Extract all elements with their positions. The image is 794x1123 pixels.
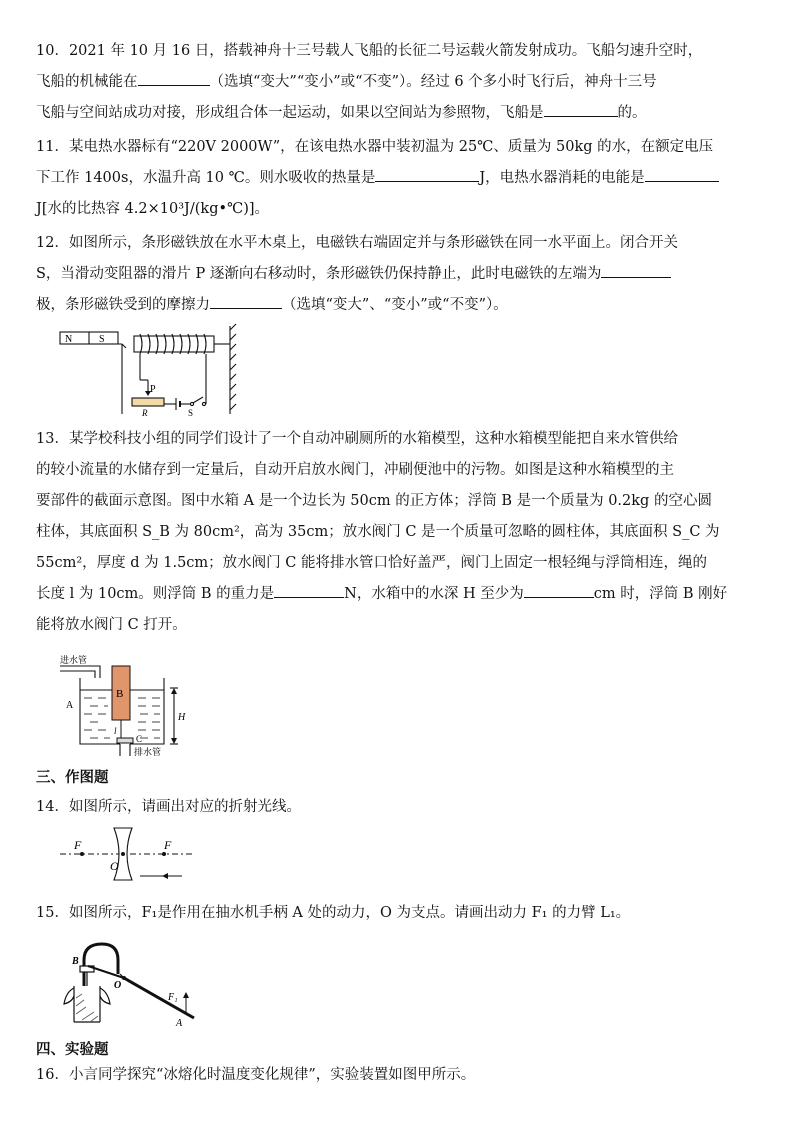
point-b-label: B <box>72 956 79 967</box>
answer-blank[interactable] <box>210 294 282 309</box>
rheostat-r-label: R <box>142 408 148 418</box>
q13-line-5: 55cm²，厚度 d 为 1.5cm；放水阀门 C 能将排水管口恰好盖严，阀门上固定一根轻绳与浮筒相连，绳的 <box>36 555 707 571</box>
q16-line-1: 16．小言同学探究“冰熔化时温度变化规律”，实验装置如图甲所示。 <box>36 1067 476 1083</box>
q10-line-2: 飞船的机械能在 （选填“变大”“变小”或“不变”）。经过 6 个多小时飞行后，神舟十三号 <box>36 67 758 98</box>
q13-line-3: 要部件的截面示意图。图中水箱 A 是一个边长为 50cm 的正方体；浮筒 B 是一个质量为 0.2kg 的空心圆 <box>36 493 712 509</box>
q12-line-3: 极，条形磁铁受到的摩擦力 （选填“变大”、“变小”或“不变”）。 <box>36 290 758 321</box>
q10-line-3: 飞船与空间站成功对接，形成组合体一起运动，如果以空间站为参照物，飞船是 的。 <box>36 98 758 129</box>
water-pump-figure <box>58 938 206 1028</box>
valve-c-label: C <box>136 734 143 744</box>
answer-blank[interactable] <box>375 167 479 182</box>
section-heading-3: 三、作图题 <box>36 770 109 786</box>
q12-line-1: 12．如图所示，条形磁铁放在水平木桌上，电磁铁右端固定并与条形磁铁在同一水平面上。闭合开关 <box>36 235 678 251</box>
pivot-o-label: O <box>114 980 122 991</box>
question-11 <box>36 132 758 225</box>
q11-line-2: 下工作 1400s，水温升高 10 ℃。则水吸收的热量是 J，电热水器消耗的电能是 <box>36 163 758 194</box>
electromagnet-figure <box>56 322 246 418</box>
magnet-n-label: N <box>65 334 73 345</box>
tank-a-label: A <box>66 700 74 711</box>
switch-s-label: S <box>188 408 194 418</box>
question-13 <box>36 424 758 641</box>
focus-right-label: F <box>164 838 172 852</box>
question-16 <box>36 1060 758 1091</box>
concave-lens-figure <box>58 824 198 882</box>
question-15 <box>36 898 758 929</box>
magnet-s-label: S <box>99 334 105 345</box>
answer-blank[interactable] <box>645 167 719 182</box>
q10-line-1: 10．2021 年 10 月 16 日，搭载神舟十三号载人飞船的长征二号运载火箭发射成功。飞船匀速升空时， <box>36 43 703 59</box>
water-tank-figure <box>54 652 190 758</box>
string-l-label: l <box>114 726 117 736</box>
focus-left-label: F <box>74 838 82 852</box>
answer-blank[interactable] <box>138 71 210 86</box>
question-14 <box>36 792 758 823</box>
slider-p-label: P <box>150 384 156 395</box>
q12-line-2: S，当滑动变阻器的滑片 P 逐渐向右移动时，条形磁铁仍保持静止，此时电磁铁的左端为 <box>36 259 758 290</box>
question-10 <box>36 36 758 129</box>
q11-line-3: J[水的比热容 4.2×10³J/(kg•℃)]。 <box>36 201 270 217</box>
answer-blank[interactable] <box>274 583 344 598</box>
q13-line-6: 长度 l 为 10cm。则浮筒 B 的重力是 N，水箱中的水深 H 至少为 cm 时，浮筒 B 刚好 <box>36 579 758 610</box>
q13-line-2: 的较小流量的水储存到一定量后，自动开启放水阀门，冲刷便池中的污物。如图是这种水箱模型的主 <box>36 462 674 478</box>
q13-line-4: 柱体，其底面积 S_B 为 80cm²，高为 35cm；放水阀门 C 是一个质量可忽略的圆柱体，其底面积 S_C 为 <box>36 524 720 540</box>
force-f1-label: F₁ <box>168 992 178 1003</box>
inlet-pipe-label: 进水管 <box>60 655 88 665</box>
q15-line-1: 15．如图所示，F₁是作用在抽水机手柄 A 处的动力，O 为支点。请画出动力 F₁ 的力臂 L₁。 <box>36 905 631 921</box>
q13-line-7: 能将放水阀门 C 打开。 <box>36 617 187 633</box>
question-12 <box>36 228 758 321</box>
depth-h-label: H <box>178 712 186 723</box>
float-b-label: B <box>116 688 124 700</box>
section-heading-4: 四、实验题 <box>36 1042 109 1058</box>
answer-blank[interactable] <box>601 263 671 278</box>
answer-blank[interactable] <box>524 583 594 598</box>
q13-line-1: 13．某学校科技小组的同学们设计了一个自动冲刷厕所的水箱模型，这种水箱模型能把自来水管供给 <box>36 431 678 447</box>
answer-blank[interactable] <box>544 102 618 117</box>
q14-line-1: 14．如图所示，请画出对应的折射光线。 <box>36 799 301 815</box>
force-arrow-icon <box>183 992 189 998</box>
outlet-pipe-label: 排水管 <box>134 747 162 757</box>
q11-line-1: 11．某电热水器标有“220V 2000W”，在该电热水器中装初温为 25℃、质量为 50kg 的水，在额定电压 <box>36 139 714 155</box>
point-a-label: A <box>176 1018 183 1028</box>
arrow-left-icon <box>162 873 168 879</box>
optical-center-label: O <box>110 859 119 873</box>
